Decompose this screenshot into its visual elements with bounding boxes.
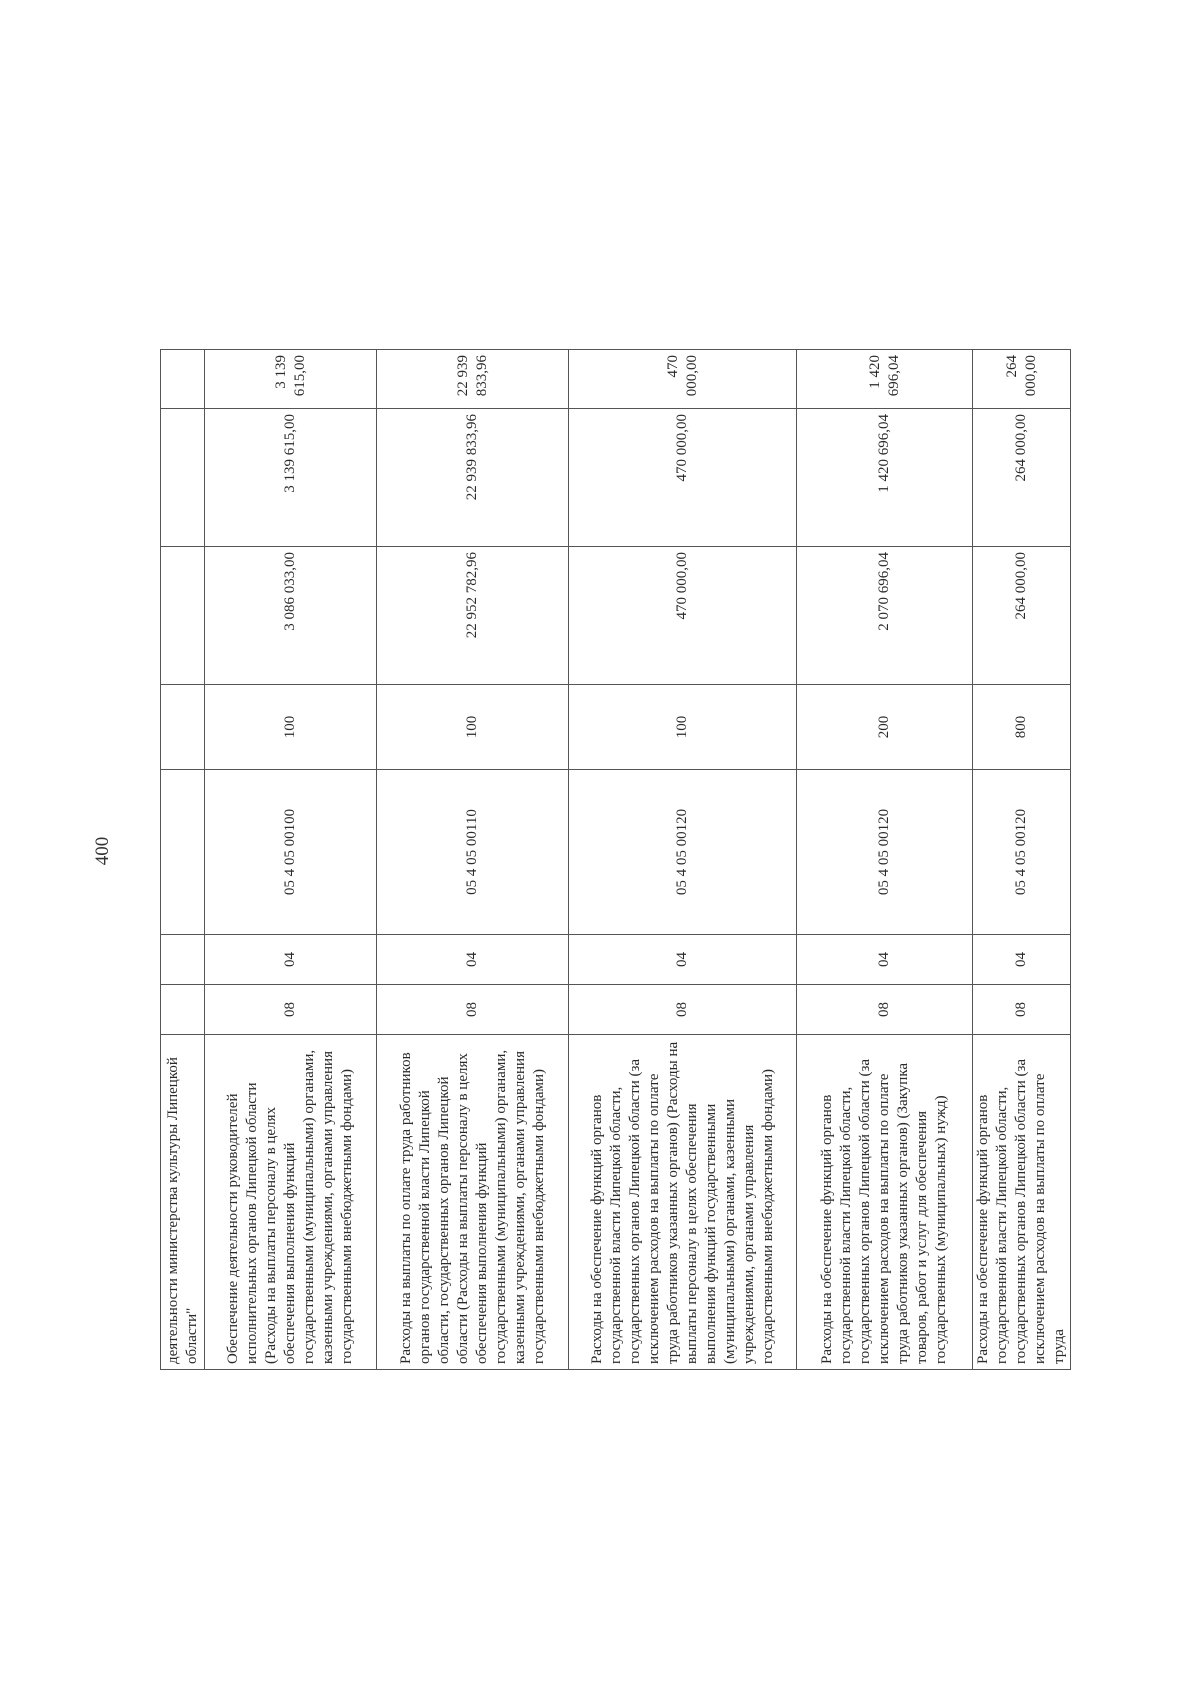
page-number: 400 <box>92 836 113 866</box>
row-sum-1 <box>161 547 205 685</box>
row-target-article: 05 4 05 00100 <box>205 770 377 935</box>
row-expense-type: 800 <box>973 685 1071 770</box>
row-sum-3: 22 939 833,96 <box>377 350 569 409</box>
budget-table-container <box>160 350 1067 1370</box>
table-row <box>377 350 569 1370</box>
row-podrazdel <box>161 935 205 985</box>
row-podrazdel: 04 <box>797 935 973 985</box>
row-sum-2 <box>161 409 205 547</box>
row-name: Расходы на обеспечение функций органов государственной власти Липецкой области, государственных органов Липецкой области (за исключением расходов на выплаты по оплате труда работников указанных органов) (Закупка товаров, работ и услуг для обеспечения государственных (муниципальных) нужд) <box>797 1035 973 1370</box>
row-sum-3: 264 000,00 <box>973 350 1071 409</box>
row-expense-type: 100 <box>205 685 377 770</box>
row-expense-type <box>161 685 205 770</box>
row-sum-3: 470 000,00 <box>569 350 797 409</box>
row-expense-type: 200 <box>797 685 973 770</box>
table-row <box>569 350 797 1370</box>
row-razdel: 08 <box>797 985 973 1035</box>
table-row <box>973 350 1071 1370</box>
row-sum-1: 264 000,00 <box>973 547 1071 685</box>
row-podrazdel: 04 <box>205 935 377 985</box>
row-sum-1: 2 070 696,04 <box>797 547 973 685</box>
row-target-article: 05 4 05 00120 <box>973 770 1071 935</box>
row-name: Обеспечение деятельности руководителей исполнительных органов Липецкой области (Расходы на выплаты персоналу в целях обеспечения выполнения функций государственными (муниципальными) органами, казенными учреждениями, органами управления государственными внебюджетными фондами) <box>205 1035 377 1370</box>
row-sum-3 <box>161 350 205 409</box>
row-target-article <box>161 770 205 935</box>
row-sum-1: 3 086 033,00 <box>205 547 377 685</box>
row-podrazdel: 04 <box>973 935 1071 985</box>
row-sum-3: 3 139 615,00 <box>205 350 377 409</box>
row-sum-1: 22 952 782,96 <box>377 547 569 685</box>
row-expense-type: 100 <box>569 685 797 770</box>
row-razdel: 08 <box>377 985 569 1035</box>
row-sum-2: 470 000,00 <box>569 409 797 547</box>
row-expense-type: 100 <box>377 685 569 770</box>
table-row <box>797 350 973 1370</box>
row-target-article: 05 4 05 00120 <box>569 770 797 935</box>
table-row <box>161 350 205 1370</box>
row-razdel: 08 <box>569 985 797 1035</box>
row-sum-2: 3 139 615,00 <box>205 409 377 547</box>
row-sum-2: 1 420 696,04 <box>797 409 973 547</box>
row-target-article: 05 4 05 00120 <box>797 770 973 935</box>
row-target-article: 05 4 05 00110 <box>377 770 569 935</box>
row-name: деятельности министерства культуры Липецкой области" <box>161 1035 205 1370</box>
budget-table <box>160 349 1071 1370</box>
row-sum-2: 22 939 833,96 <box>377 409 569 547</box>
row-sum-3: 1 420 696,04 <box>797 350 973 409</box>
row-sum-2: 264 000,00 <box>973 409 1071 547</box>
row-podrazdel: 04 <box>569 935 797 985</box>
table-row <box>205 350 377 1370</box>
row-podrazdel: 04 <box>377 935 569 985</box>
row-razdel <box>161 985 205 1035</box>
row-razdel: 08 <box>205 985 377 1035</box>
row-razdel: 08 <box>973 985 1071 1035</box>
row-name: Расходы на обеспечение функций органов государственной власти Липецкой области, государственных органов Липецкой области (за исключением расходов на выплаты по оплате труда работников указанных органов) (Расходы на выплаты персоналу в целях обеспечения выполнения функций государственными (муниципальными) органами, казенными учреждениями, органами управления государственными внебюджетными фондами) <box>569 1035 797 1370</box>
row-name: Расходы на обеспечение функций органов государственной власти Липецкой области, государственных органов Липецкой области (за исключением расходов на выплаты по оплате труда <box>973 1035 1071 1370</box>
row-name: Расходы на выплаты по оплате труда работников органов государственной власти Липецкой области, государственных органов Липецкой области (Расходы на выплаты персоналу в целях обеспечения выполнения функций государственными (муниципальными) органами, казенными учреждениями, органами управления государственными внебюджетными фондами) <box>377 1035 569 1370</box>
row-sum-1: 470 000,00 <box>569 547 797 685</box>
